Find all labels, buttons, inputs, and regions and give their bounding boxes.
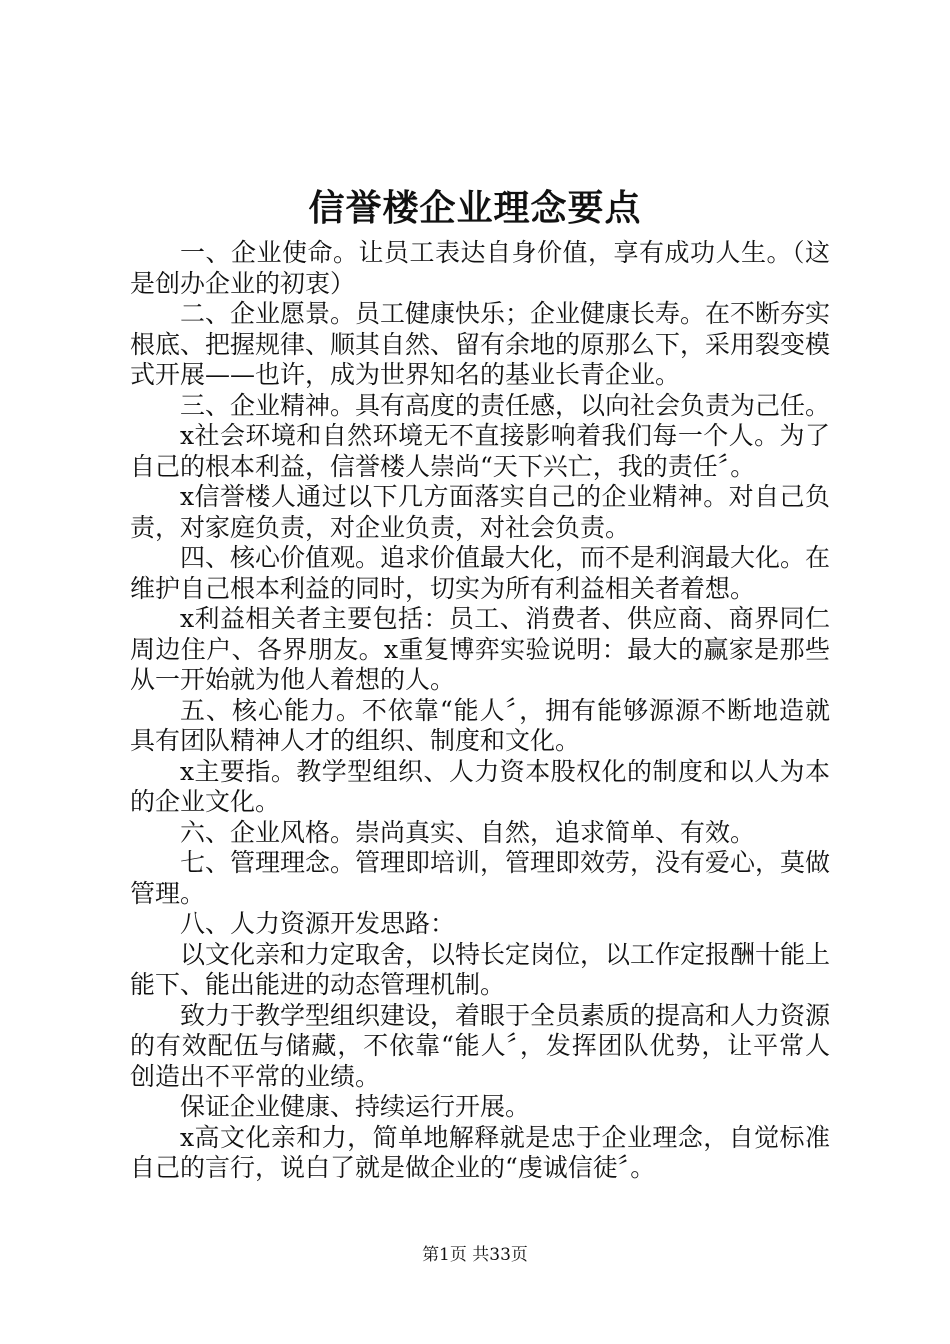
paragraph-spirit-note-2: x信誉楼人通过以下几方面落实自己的企业精神。对自己负责，对家庭负责，对企业负责，对社会负责。 <box>130 482 830 542</box>
paragraph-style: 六、企业风格。崇尚真实、自然，追求简单、有效。 <box>180 817 756 847</box>
document-title: 信誉楼企业理念要点 <box>308 187 642 229</box>
paragraph-core-ability: 五、核心能力。不依靠“能人〞，拥有能够源源不断地造就具有团队精神人才的组织、制度和文化。 <box>130 695 830 755</box>
paragraph-spirit: 三、企业精神。具有高度的责任感，以向社会负责为己任。 <box>180 390 831 420</box>
paragraph-management: 七、管理理念。管理即培训，管理即效劳，没有爱心，莫做管理。 <box>130 848 831 908</box>
paragraph-core-values: 四、核心价值观。追求价值最大化，而不是利润最大化。在维护自己根本利益的同时，切实为所有利益相关者着想。 <box>130 543 831 603</box>
paragraph-spirit-note-1: x社会环境和自然环境无不直接影响着我们每一个人。为了自己的根本利益，信誉楼人崇尚“天下兴亡，我的责任〞。 <box>130 421 830 481</box>
paragraph-vision: 二、企业愿景。员工健康快乐；企业健康长寿。在不断夯实根底、把握规律、顺其自然、留有余地的原那么下，采用裂变模式开展——也许，成为世界知名的基业长青企业。 <box>130 299 831 389</box>
paragraph-hr-2: 致力于教学型组织建设，着眼于全员素质的提高和人力资源的有效配伍与储藏，不依靠“能人〞，发挥团队优势，让平常人创造出不平常的业绩。 <box>130 1000 831 1091</box>
paragraph-hr-heading: 八、人力资源开发思路： <box>180 909 456 938</box>
document-body <box>130 238 830 1184</box>
paragraph-core-ability-note: x主要指。教学型组织、人力资本股权化的制度和以人为本的企业文化。 <box>130 756 830 816</box>
page-footer: 第1页 共33页 <box>422 1245 528 1265</box>
paragraph-stakeholders: x利益相关者主要包括：员工、消费者、供应商、商界同仁周边住户、各界朋友。x重复博弈实验说明：最大的赢家是那些从一开始就为他人着想的人。 <box>130 604 830 694</box>
paragraph-hr-4: x高文化亲和力，简单地解释就是忠于企业理念，自觉标准自己的言行，说白了就是做企业的“虔诚信徒〞。 <box>130 1122 830 1182</box>
paragraph-hr-1: 以文化亲和力定取舍，以特长定岗位，以工作定报酬十能上能下、能出能进的动态管理机制。 <box>130 939 831 999</box>
paragraph-mission: 一、企业使命。让员工表达自身价值，享有成功人生。（这是创办企业的初衷） <box>130 238 830 298</box>
paragraph-hr-3: 保证企业健康、持续运行开展。 <box>180 1092 531 1121</box>
